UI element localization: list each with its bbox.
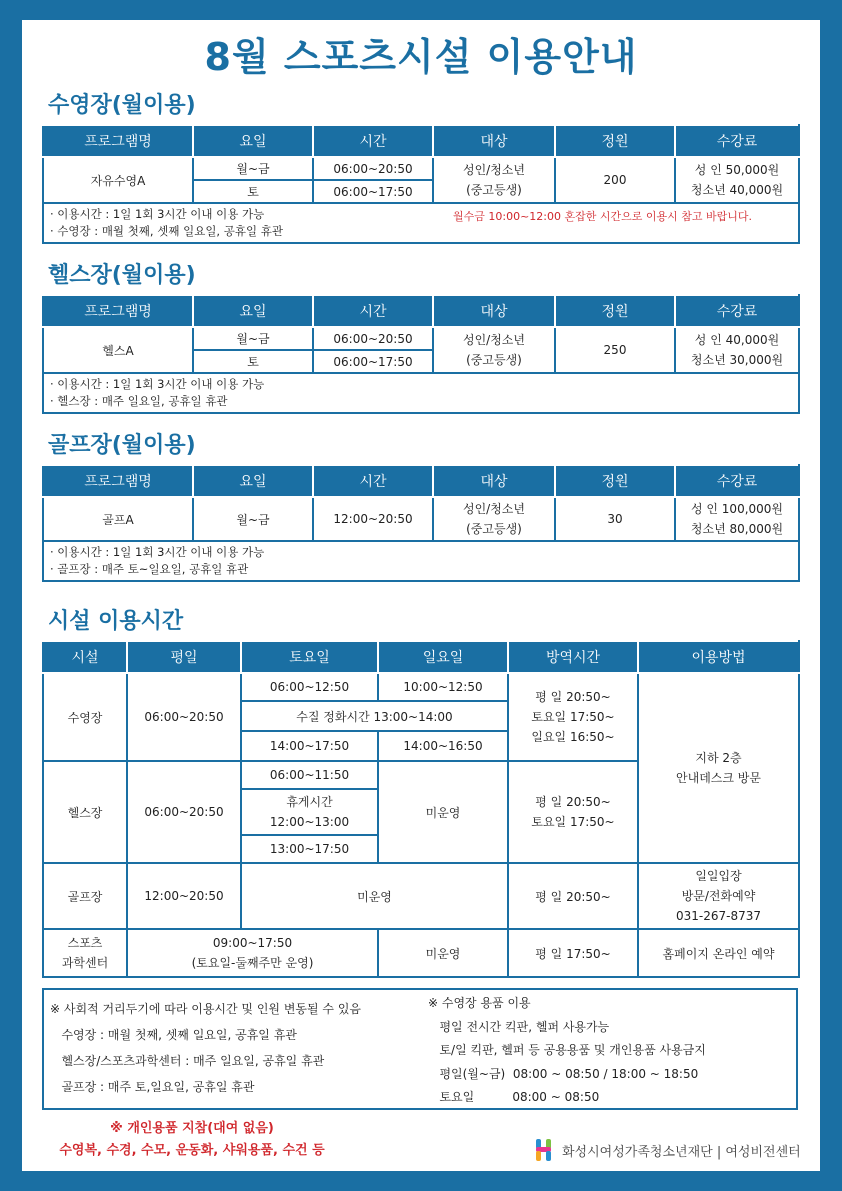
fac-col-method: 이용방법 [638, 641, 799, 673]
swim-time2: 06:00~17:50 [313, 180, 433, 203]
gym-section-title: 헬스장(월이용) [48, 263, 196, 288]
page [22, 20, 820, 1171]
foundation-logo [534, 1138, 801, 1162]
notes-left: ※ 사회적 거리두기에 따라 이용시간 및 인원 변동될 수 있음 수영장 : 매월 첫째, 셋째 일요일, 공휴일 휴관 헬스장/스포츠과학센터 : 매주 일요일, 공휴일 휴관 골프장 : 매주 토,일요일, 공휴일 휴관 [50, 1002, 362, 1094]
golf-notes: · 이용시간 : 1일 1회 3시간 이내 이용 가능 · 골프장 : 매주 토~일요일, 공휴일 휴관 [43, 541, 799, 581]
swim-capacity: 200 [555, 157, 675, 203]
gym-capacity: 250 [555, 327, 675, 373]
logo-text: 화성시여성가족청소년재단 | 여성비전센터 [562, 1144, 801, 1160]
fac-golf-weekday: 12:00~20:50 [127, 863, 241, 929]
notes-box [42, 988, 798, 1110]
col-capacity: 정원 [555, 125, 675, 157]
gym-notes: · 이용시간 : 1일 1회 3시간 이내 이용 가능 · 헬스장 : 매주 일요일, 공휴일 휴관 [43, 373, 799, 413]
swim-day1: 월~금 [193, 157, 313, 180]
fac-swim-sun1: 10:00~12:50 [378, 673, 508, 701]
notes-right: ※ 수영장 용품 이용 평일 전시간 킥판, 헬퍼 사용가능 토/일 킥판, 헬퍼 등 공용용품 및 개인용품 사용금지 평일(월~금) 08:00 ~ 08:50 / 18:00 ~ 18:50 토요일 08:00 ~ 08:50 [428, 996, 706, 1104]
fac-gym-quarantine: 평 일 20:50~ 토요일 17:50~ [508, 761, 638, 863]
logo-icon [534, 1138, 554, 1162]
swim-program: 자유수영A [43, 157, 193, 203]
golf-capacity: 30 [555, 497, 675, 541]
fac-col-quarantine: 방역시간 [508, 641, 638, 673]
fac-col-sunday: 일요일 [378, 641, 508, 673]
fac-sci-name: 스포츠 과학센터 [43, 929, 127, 977]
col-time: 시간 [313, 465, 433, 497]
fac-col-saturday: 토요일 [241, 641, 378, 673]
personal-items-note: ※ 개인용품 지참(대여 없음) 수영복, 수경, 수모, 운동화, 샤워용품, 수건 등 [59, 1121, 325, 1158]
swim-table [42, 124, 800, 244]
swim-time1: 06:00~20:50 [313, 157, 433, 180]
fac-gym-name: 헬스장 [43, 761, 127, 863]
fac-swim-sun2: 14:00~16:50 [378, 731, 508, 761]
swim-day2: 토 [193, 180, 313, 203]
fac-golf-weekend: 미운영 [241, 863, 508, 929]
col-target: 대상 [433, 125, 555, 157]
gym-time2: 06:00~17:50 [313, 350, 433, 373]
fac-gym-sun: 미운영 [378, 761, 508, 863]
fac-sci-quarantine: 평 일 17:50~ [508, 929, 638, 977]
gym-time1: 06:00~20:50 [313, 327, 433, 350]
col-day: 요일 [193, 125, 313, 157]
col-time: 시간 [313, 295, 433, 327]
fac-method-visit: 지하 2층 안내데스크 방문 [638, 673, 799, 863]
swim-section-title: 수영장(월이용) [48, 93, 196, 118]
gym-day1: 월~금 [193, 327, 313, 350]
golf-day: 월~금 [193, 497, 313, 541]
col-day: 요일 [193, 465, 313, 497]
col-target: 대상 [433, 295, 555, 327]
golf-time: 12:00~20:50 [313, 497, 433, 541]
page-title: 8월 스포츠시설 이용안내 [204, 35, 638, 79]
golf-program: 골프A [43, 497, 193, 541]
col-target: 대상 [433, 465, 555, 497]
swim-notes: · 이용시간 : 1일 1회 3시간 이내 이용 가능 · 수영장 : 매월 첫째, 셋째 일요일, 공휴일 휴관 월수금 10:00~12:00 혼잡한 시간으로 이용시 참고 바랍니다. [43, 203, 799, 243]
fac-gym-sat3: 13:00~17:50 [241, 835, 378, 863]
col-program: 프로그램명 [43, 465, 193, 497]
fac-golf-name: 골프장 [43, 863, 127, 929]
facility-table [42, 640, 800, 978]
col-fee: 수강료 [675, 465, 799, 497]
gym-table [42, 294, 800, 414]
fac-swim-sat2: 14:00~17:50 [241, 731, 378, 761]
fac-swim-clean: 수질 정화시간 13:00~14:00 [241, 701, 508, 731]
fac-gym-weekday: 06:00~20:50 [127, 761, 241, 863]
fac-col-weekday: 평일 [127, 641, 241, 673]
col-capacity: 정원 [555, 295, 675, 327]
gym-program: 헬스A [43, 327, 193, 373]
fac-golf-method: 일일입장 방문/전화예약 031-267-8737 [638, 863, 799, 929]
golf-section-title: 골프장(월이용) [48, 433, 196, 458]
col-program: 프로그램명 [43, 295, 193, 327]
col-capacity: 정원 [555, 465, 675, 497]
fac-sci-time: 09:00~17:50 (토요일-둘째주만 운영) [127, 929, 378, 977]
fac-sci-method: 홈페이지 온라인 예약 [638, 929, 799, 977]
col-fee: 수강료 [675, 295, 799, 327]
col-day: 요일 [193, 295, 313, 327]
facility-section-title: 시설 이용시간 [48, 609, 184, 634]
col-time: 시간 [313, 125, 433, 157]
golf-target: 성인/청소년 (중고등생) [433, 497, 555, 541]
fac-gym-break: 휴게시간 12:00~13:00 [241, 789, 378, 835]
col-program: 프로그램명 [43, 125, 193, 157]
swim-fee: 성 인 50,000원 청소년 40,000원 [675, 157, 799, 203]
golf-fee: 성 인 100,000원 청소년 80,000원 [675, 497, 799, 541]
fac-gym-sat1: 06:00~11:50 [241, 761, 378, 789]
fac-col-facility: 시설 [43, 641, 127, 673]
fac-golf-quarantine: 평 일 20:50~ [508, 863, 638, 929]
golf-table [42, 464, 800, 582]
gym-target: 성인/청소년 (중고등생) [433, 327, 555, 373]
gym-day2: 토 [193, 350, 313, 373]
fac-swim-name: 수영장 [43, 673, 127, 761]
fac-swim-weekday: 06:00~20:50 [127, 673, 241, 761]
gym-fee: 성 인 40,000원 청소년 30,000원 [675, 327, 799, 373]
fac-sci-sun: 미운영 [378, 929, 508, 977]
fac-swim-sat1: 06:00~12:50 [241, 673, 378, 701]
col-fee: 수강료 [675, 125, 799, 157]
swim-target: 성인/청소년 (중고등생) [433, 157, 555, 203]
fac-swim-quarantine: 평 일 20:50~ 토요일 17:50~ 일요일 16:50~ [508, 673, 638, 761]
